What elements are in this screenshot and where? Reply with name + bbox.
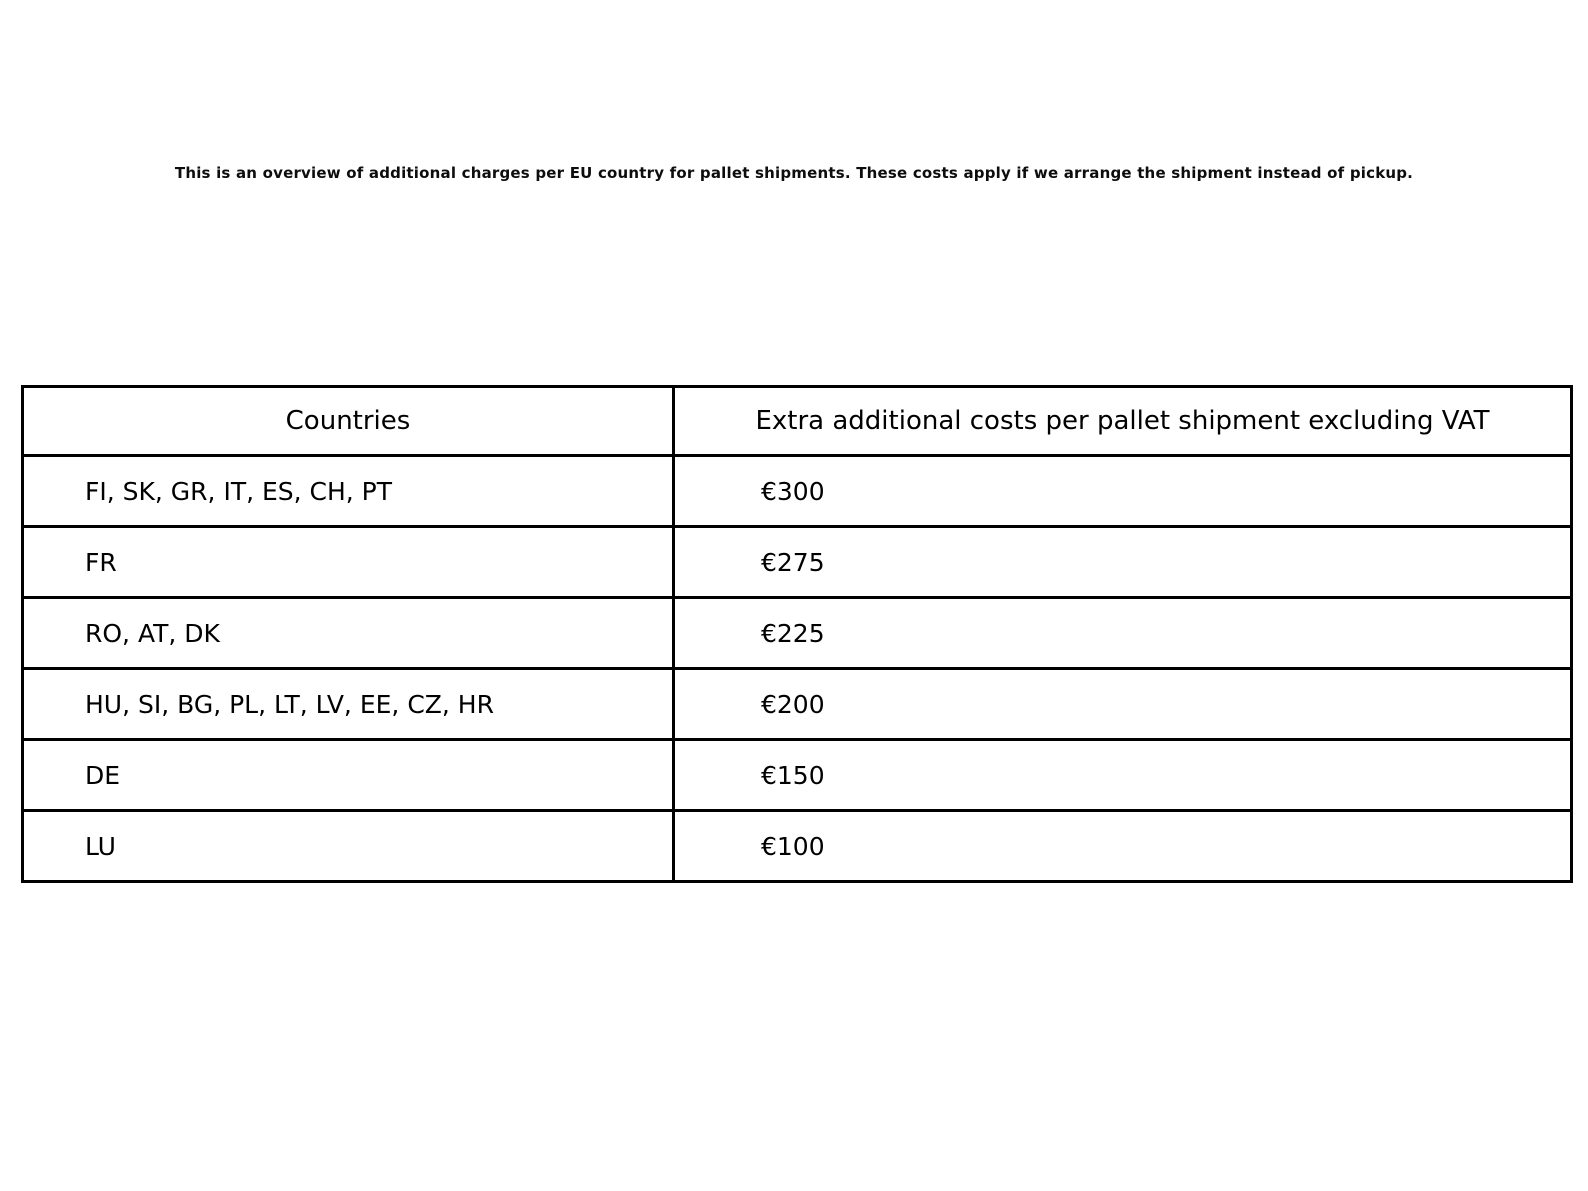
costs-column-header: Extra additional costs per pallet shipment excluding VAT bbox=[674, 387, 1572, 456]
cost-cell: €150 bbox=[674, 740, 1572, 811]
table-row bbox=[23, 598, 1572, 669]
cost-cell: €300 bbox=[674, 456, 1572, 527]
table-row bbox=[23, 527, 1572, 598]
cost-cell: €225 bbox=[674, 598, 1572, 669]
table-row bbox=[23, 456, 1572, 527]
countries-cell: FI, SK, GR, IT, ES, CH, PT bbox=[23, 456, 674, 527]
table-header-row bbox=[23, 387, 1572, 456]
table-row bbox=[23, 811, 1572, 882]
countries-cell: LU bbox=[23, 811, 674, 882]
countries-cell: RO, AT, DK bbox=[23, 598, 674, 669]
countries-cell: FR bbox=[23, 527, 674, 598]
cost-cell: €275 bbox=[674, 527, 1572, 598]
countries-cell: DE bbox=[23, 740, 674, 811]
cost-cell: €200 bbox=[674, 669, 1572, 740]
table-row bbox=[23, 669, 1572, 740]
charges-table bbox=[21, 385, 1573, 883]
cost-cell: €100 bbox=[674, 811, 1572, 882]
table-row bbox=[23, 740, 1572, 811]
intro-text: This is an overview of additional charges per EU country for pallet shipments. These costs apply if we arrange the shipment instead of pickup. bbox=[174, 164, 1414, 182]
countries-column-header: Countries bbox=[23, 387, 674, 456]
countries-cell: HU, SI, BG, PL, LT, LV, EE, CZ, HR bbox=[23, 669, 674, 740]
